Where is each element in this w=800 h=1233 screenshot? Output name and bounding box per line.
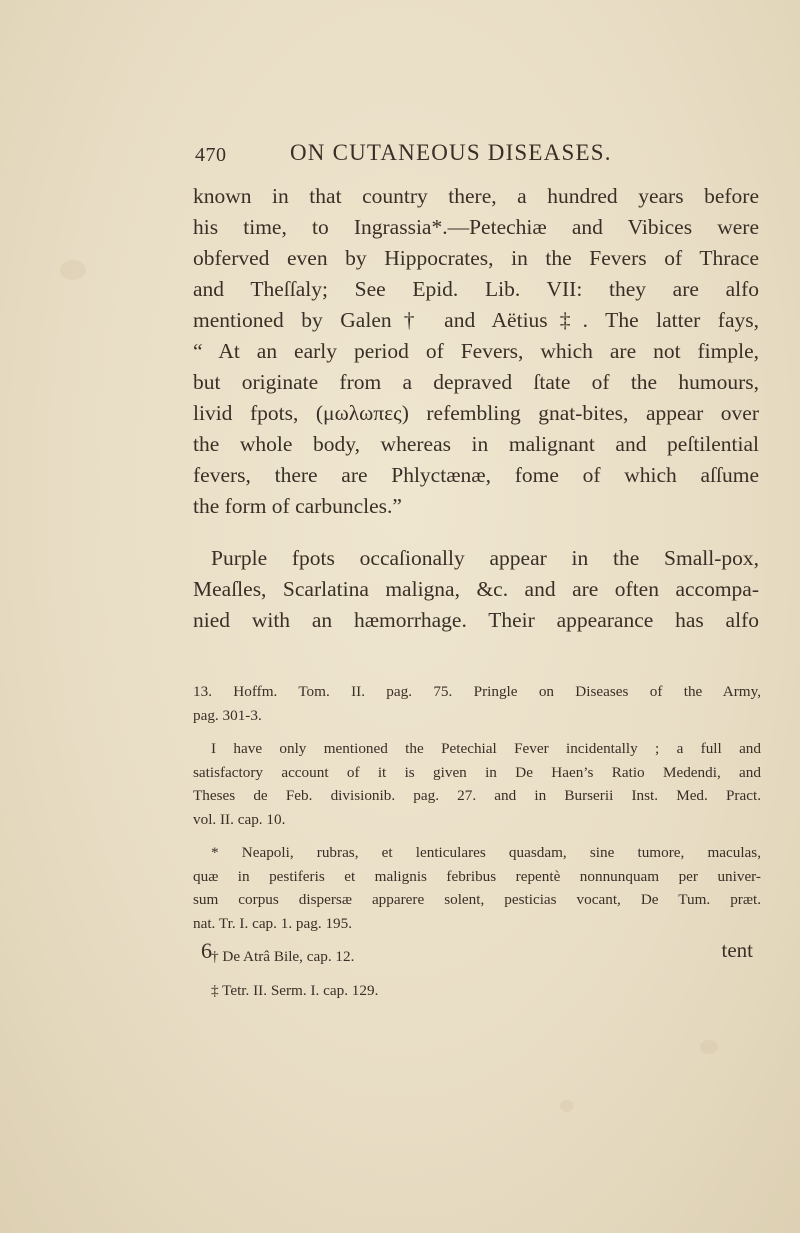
text-line: mentioned by Galen† and Aëtius‡. The latter fays,: [193, 308, 759, 332]
footnote-line: † De Atrâ Bile, cap. 12.: [211, 948, 355, 965]
footnote-line: vol. II. cap. 10.: [193, 810, 286, 828]
page-header: [195, 140, 755, 180]
footnote: [193, 737, 761, 831]
footnote-line: pag. 301-3.: [193, 706, 262, 724]
text-line: obferved even by Hippocrates, in the Fevers of Thrace: [193, 246, 759, 270]
footnote-line: nat. Tr. I. cap. 1. pag. 195.: [193, 914, 353, 932]
main-text: [193, 181, 759, 636]
footnote-line: satisfactory account of it is given in De Haen’s Ratio Medendi, and: [193, 763, 761, 781]
footnote-line: Theses de Feb. divisionib. pag. 27. and in Burserii Inst. Med. Pract.: [193, 787, 761, 804]
footnote: [193, 680, 761, 727]
text-line: the whole body, whereas in malignant and peſtilential: [193, 432, 759, 456]
text-line: his time, to Ingrassia*.—Petechiæ and Vibices were: [193, 215, 759, 239]
text-line: the form of carbuncles.”: [193, 494, 402, 518]
text-line: fevers, there are Phlyctænæ, fome of which aſſume: [193, 463, 759, 487]
footnote-line: sum corpus dispersæ apparere solent, pesticias vocant, De Tum. præt.: [193, 891, 761, 908]
footnote-line: 13. Hoffm. Tom. II. pag. 75. Pringle on Diseases of the Army,: [193, 683, 761, 700]
text-line: livid fpots, (μωλωπες) refembling gnat-bites, appear over: [193, 401, 759, 425]
page-footer: [193, 938, 753, 968]
text-line: “ At an early period of Fevers, which are not fimple,: [193, 339, 759, 363]
text-line: Meaſles, Scarlatina maligna, &c. and are often accompa-: [193, 577, 759, 601]
text-line: but originate from a depraved ſtate of the humours,: [193, 370, 759, 394]
footnote-line: quæ in pestiferis et malignis febribus repentè nonnunquam per univer-: [193, 867, 761, 885]
text-line: known in that country there, a hundred years before: [193, 184, 759, 208]
paragraph-2: [193, 543, 759, 636]
footnote: [193, 979, 761, 1003]
footnote-line: I have only mentioned the Petechial Fever incidentally ; a full and: [211, 740, 761, 757]
signature-mark: 6: [201, 938, 212, 963]
footnote: [193, 841, 761, 935]
catchword: tent: [721, 938, 753, 962]
text-line: nied with an hæmorrhage. Their appearance has alfo: [193, 608, 759, 632]
text-line: Purple fpots occaſionally appear in the Small-pox,: [211, 546, 759, 570]
text-line: and Theſſaly; See Epid. Lib. VII: they are alfo: [193, 277, 759, 301]
page-number: 470: [195, 144, 227, 166]
running-head: ON CUTANEOUS DISEASES.: [290, 140, 612, 165]
paragraph-1: [193, 181, 759, 522]
footnote-line: * Neapoli, rubras, et lenticulares quasdam, sine tumore, maculas,: [211, 844, 761, 861]
footnote-line: ‡ Tetr. II. Serm. I. cap. 129.: [211, 981, 379, 999]
